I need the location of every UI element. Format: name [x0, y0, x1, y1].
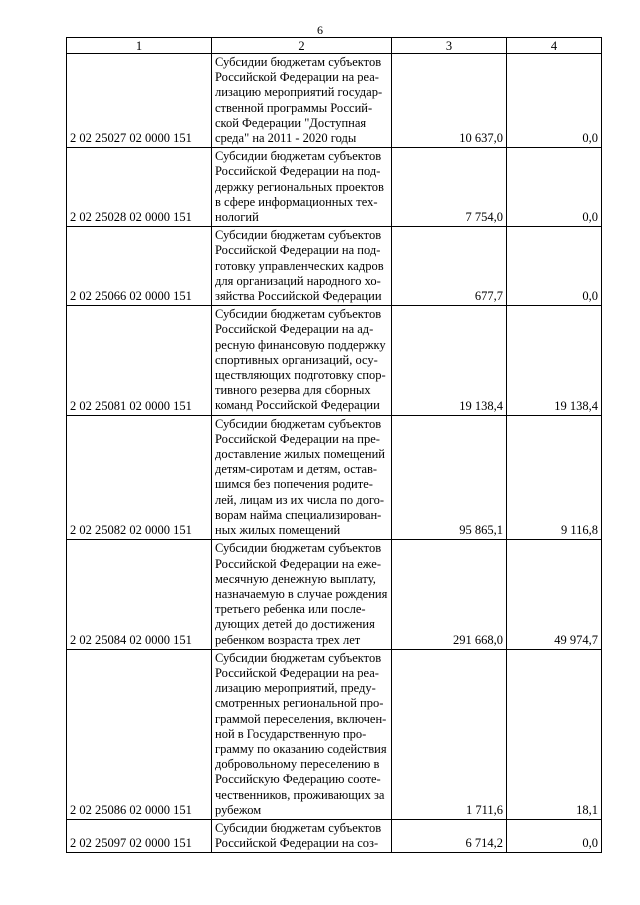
amount-col3-cell: 291 668,0 [392, 540, 507, 649]
amount-col4-cell: 0,0 [507, 54, 602, 148]
table-row [67, 819, 602, 852]
table-row [67, 54, 602, 148]
column-header-2: 2 [212, 38, 392, 54]
description-line: зяйства Российской Федерации [215, 289, 382, 304]
description-line: нологий [215, 210, 259, 225]
page-number: 6 [317, 23, 323, 37]
amount-col3-cell: 10 637,0 [392, 54, 507, 148]
description-line: Российской Федерации на реа- [215, 70, 379, 85]
amount-col4-cell: 49 974,7 [507, 540, 602, 649]
description-line: готовку управленческих кадров [215, 258, 384, 273]
amount-col4-cell: 0,0 [507, 148, 602, 227]
description-line: для организаций народного хо- [215, 273, 381, 288]
description-line: лизацию мероприятий, преду- [215, 681, 376, 696]
description-line: Субсидии бюджетам субъектов [215, 541, 382, 556]
amount-col3-cell: 95 865,1 [392, 415, 507, 540]
description-line: лизацию мероприятий государ- [215, 85, 383, 100]
budget-code-cell: 2 02 25066 02 0000 151 [67, 227, 212, 306]
description-line: держку региональных проектов [215, 179, 384, 194]
budget-code-cell: 2 02 25084 02 0000 151 [67, 540, 212, 649]
description-line: ворам найма специализирован- [215, 507, 382, 522]
description-line: третьего ребенка или после- [215, 602, 366, 617]
description-line: назначаемую в случае рождения [215, 586, 388, 601]
description-line: ственной программы Россий- [215, 100, 373, 115]
table-row [67, 540, 602, 649]
description-line: Субсидии бюджетам субъектов [215, 228, 382, 243]
amount-col4-cell: 0,0 [507, 819, 602, 852]
description-line: ной в Государственную про- [215, 726, 367, 741]
table-row [67, 306, 602, 415]
description-line: ществляющих подготовку спор- [215, 368, 386, 383]
description-line: ных жилых помещений [215, 523, 341, 538]
table-row [67, 148, 602, 227]
budget-code-cell: 2 02 25086 02 0000 151 [67, 649, 212, 819]
description-line: Российской Федерации на под- [215, 243, 381, 258]
column-header-3: 3 [392, 38, 507, 54]
description-line: Российской Федерации на под- [215, 164, 381, 179]
column-header-4: 4 [507, 38, 602, 54]
description-line: Российской Федерации на реа- [215, 665, 379, 680]
description-line: Субсидии бюджетам субъектов [215, 307, 382, 322]
description-cell [212, 306, 392, 415]
description-line: шимся без попечения родите- [215, 477, 373, 492]
budget-code-cell: 2 02 25027 02 0000 151 [67, 54, 212, 148]
table-row [67, 415, 602, 540]
description-line: лей, лицам из их числа по дого- [215, 492, 385, 507]
description-line: Российской Федерации на еже- [215, 556, 381, 571]
description-cell [212, 540, 392, 649]
description-line: ресную финансовую поддержку [215, 337, 386, 352]
description-line: ребенком возраста трех лет [215, 632, 361, 647]
description-line: добровольному переселению в [215, 757, 380, 772]
amount-col3-cell: 677,7 [392, 227, 507, 306]
amount-col3-cell: 6 714,2 [392, 819, 507, 852]
amount-col3-cell: 7 754,0 [392, 148, 507, 227]
description-line: дующих детей до достижения [215, 617, 375, 632]
budget-table [66, 37, 602, 853]
description-cell [212, 227, 392, 306]
amount-col4-cell: 19 138,4 [507, 306, 602, 415]
description-line: рубежом [215, 802, 262, 817]
description-line: Российской Федерации на ад- [215, 322, 374, 337]
description-line: в сфере информационных тех- [215, 194, 378, 209]
description-line: спортивных организаций, осу- [215, 352, 378, 367]
amount-col3-cell: 1 711,6 [392, 649, 507, 819]
description-line: Субсидии бюджетам субъектов [215, 416, 382, 431]
description-line: Российской Федерации на пре- [215, 431, 380, 446]
description-line: месячную денежную выплату, [215, 571, 376, 586]
table-row [67, 649, 602, 819]
header-row [67, 38, 602, 54]
amount-col4-cell: 9 116,8 [507, 415, 602, 540]
description-line: Российской Федерации на соз- [215, 836, 379, 851]
amount-col4-cell: 0,0 [507, 227, 602, 306]
description-line: Субсидии бюджетам субъектов [215, 650, 382, 665]
description-line: Российскую Федерацию соотe- [215, 772, 381, 787]
amount-col4-cell: 18,1 [507, 649, 602, 819]
description-line: среда" на 2011 - 2020 годы [215, 131, 357, 146]
description-line: Субсидии бюджетам субъектов [215, 55, 382, 69]
description-line: команд Российской Федерации [215, 398, 380, 413]
amount-col3-cell: 19 138,4 [392, 306, 507, 415]
budget-code-cell: 2 02 25082 02 0000 151 [67, 415, 212, 540]
description-cell [212, 819, 392, 852]
description-cell [212, 54, 392, 148]
description-line: тивного резерва для сборных [215, 383, 371, 398]
description-line: доставление жилых помещений [215, 447, 385, 462]
description-line: ской Федерации "Доступная [215, 115, 367, 130]
description-cell [212, 649, 392, 819]
description-line: Субсидии бюджетам субъектов [215, 149, 382, 164]
budget-code-cell: 2 02 25028 02 0000 151 [67, 148, 212, 227]
description-line: смотренных региональной про- [215, 696, 384, 711]
table-row [67, 227, 602, 306]
description-cell [212, 148, 392, 227]
description-line: чественников, проживающих за [215, 787, 385, 802]
description-cell [212, 415, 392, 540]
description-line: граммой переселения, включен- [215, 711, 387, 726]
description-line: Субсидии бюджетам субъектов [215, 820, 382, 835]
budget-code-cell: 2 02 25081 02 0000 151 [67, 306, 212, 415]
budget-code-cell: 2 02 25097 02 0000 151 [67, 819, 212, 852]
description-line: грамму по оказанию содействия [215, 741, 387, 756]
description-line: детям-сиротам и детям, остав- [215, 462, 378, 477]
column-header-1: 1 [67, 38, 212, 54]
